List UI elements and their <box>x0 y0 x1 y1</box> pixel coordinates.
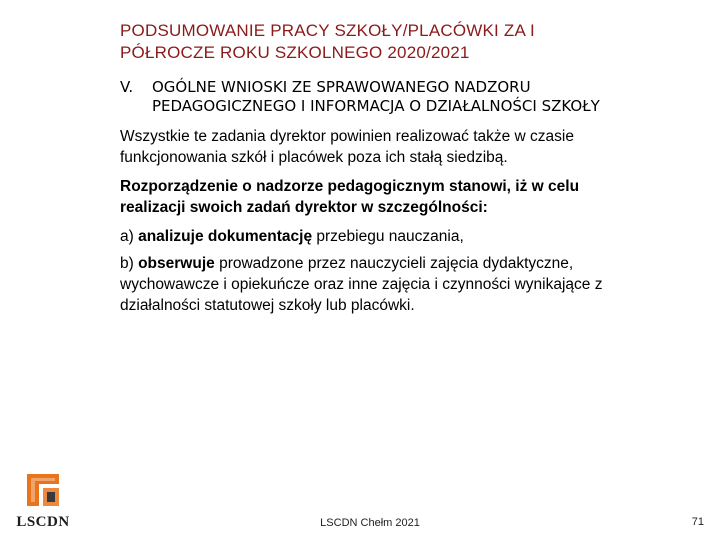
item-b-line-3: działalności statutowej szkoły lub placówki. <box>120 297 415 314</box>
logo-mark-icon <box>25 472 61 508</box>
paragraph-2-line-2: realizacji swoich zadań dyrektor w szczególności: <box>120 199 488 216</box>
lscdn-logo <box>8 472 78 532</box>
item-a-bold: analizuje dokumentację <box>138 228 313 245</box>
item-b-line-2: wychowawcze i opiekuńcze oraz inne zajęcia i czynności wynikające z <box>120 276 603 293</box>
paragraph-4 <box>120 253 695 316</box>
page-number: 71 <box>691 516 704 528</box>
logo-text: LSCDN <box>16 514 70 530</box>
slide-title <box>120 20 660 64</box>
item-a-prefix: a) <box>120 228 139 245</box>
title-line-2: PÓŁROCZE ROKU SZKOLNEGO 2020/2021 <box>120 43 470 62</box>
section-line-2: PEDAGOGICZNEGO I INFORMACJA O DZIAŁALNOŚCI SZKOŁY <box>152 97 600 115</box>
paragraph-3 <box>120 226 695 247</box>
title-line-1: PODSUMOWANIE PRACY SZKOŁY/PLACÓWKI ZA I <box>120 21 535 40</box>
paragraph-2 <box>120 176 695 218</box>
item-b-rest: prowadzone przez nauczycieli zajęcia dydaktyczne, <box>214 255 574 272</box>
paragraph-2-line-1: Rozporządzenie o nadzorze pedagogicznym stanowi, iż w celu <box>120 178 580 195</box>
item-b-bold: obserwuje <box>138 255 215 272</box>
footer-text: LSCDN Chełm 2021 <box>320 517 420 529</box>
paragraph-1-line-1: Wszystkie te zadania dyrektor powinien realizować także w czasie <box>120 128 574 145</box>
item-b-prefix: b) <box>120 255 139 272</box>
section-line-1: OGÓLNE WNIOSKI ZE SPRAWOWANEGO NADZORU <box>152 78 531 96</box>
section-number: V. <box>120 78 134 96</box>
paragraph-1 <box>120 126 695 168</box>
item-a-rest: przebiegu nauczania, <box>312 228 464 245</box>
paragraph-1-line-2: funkcjonowania szkół i placówek poza ich stałą siedzibą. <box>120 149 508 166</box>
